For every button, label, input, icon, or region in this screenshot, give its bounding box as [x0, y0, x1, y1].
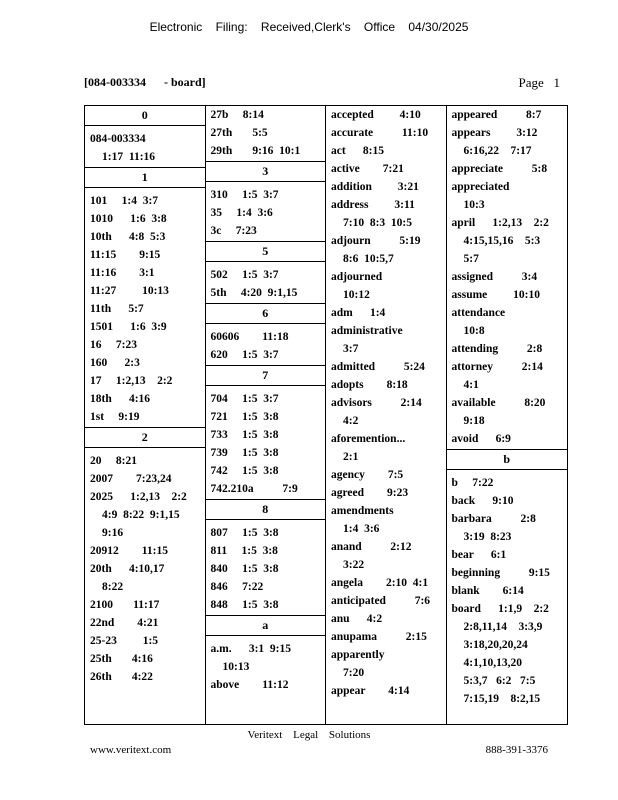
section-heading: 5 — [206, 241, 326, 262]
index-entry-continuation: 6:16,22 7:17 — [463, 145, 532, 157]
index-entry: aforemention... — [331, 433, 406, 445]
index-entry-continuation: 3:19 8:23 — [463, 531, 512, 543]
index-entry: 733 1:5 3:8 — [210, 429, 279, 441]
index-entry-continuation: 1:17 11:16 — [102, 151, 156, 163]
case-suffix: - board] — [146, 75, 206, 89]
index-entry: 1501 1:6 3:9 — [90, 321, 167, 333]
index-entry-continuation: 4:9 8:22 9:1,15 — [102, 509, 180, 521]
index-entry: 25-23 1:5 — [90, 635, 159, 647]
section-heading: 1 — [85, 167, 205, 188]
index-entry-continuation: 8:22 — [102, 581, 124, 593]
index-entry: 1010 1:6 3:8 — [90, 213, 167, 225]
case-header — [84, 75, 206, 90]
index-entry: assume 10:10 — [451, 289, 540, 301]
index-entry: 846 7:22 — [210, 581, 264, 593]
index-entry: 807 1:5 3:8 — [210, 527, 279, 539]
index-entry-continuation: 2:1 — [343, 451, 359, 463]
index-entry: 27b 8:14 — [210, 109, 264, 121]
index-entry: appeared 8:7 — [451, 109, 542, 121]
footer-company: Veritext Legal Solutions — [247, 729, 371, 741]
index-entry: appreciate 5:8 — [451, 163, 548, 175]
index-entry: appears 3:12 — [451, 127, 538, 139]
index-entry: bear 6:1 — [451, 549, 507, 561]
index-entry: 310 1:5 3:7 — [210, 189, 279, 201]
index-entry-continuation: 2:8,11,14 3:3,9 — [463, 621, 543, 633]
index-entry: april 1:2,13 2:2 — [451, 217, 549, 229]
index-entry: 20912 11:15 — [90, 545, 168, 557]
index-entry: appreciated — [451, 181, 510, 193]
index-column-1 — [85, 106, 206, 724]
index-entry: 22nd 4:21 — [90, 617, 159, 629]
index-entry: barbara 2:8 — [451, 513, 536, 525]
section-heading: 2 — [85, 427, 205, 448]
index-entry: 11:15 9:15 — [90, 249, 161, 261]
index-entry: amendments — [331, 505, 394, 517]
index-entry: b 7:22 — [451, 477, 494, 489]
index-entry: 1st 9:19 — [90, 411, 140, 423]
index-entry: above 11:12 — [210, 679, 289, 691]
index-entry: 084-003334 — [90, 133, 146, 145]
index-entry: 11th 5:7 — [90, 303, 144, 315]
index-entry: 2007 7:23,24 — [90, 473, 172, 485]
index-entry: 29th 9:16 10:1 — [210, 145, 301, 157]
section-heading: 3 — [206, 161, 326, 182]
footer-website: www.veritext.com — [90, 744, 172, 756]
index-entry: 25th 4:16 — [90, 653, 153, 665]
index-entry: 35 1:4 3:6 — [210, 207, 273, 219]
index-entry: adjourned — [331, 271, 383, 283]
index-entry: adm 1:4 — [331, 307, 386, 319]
case-number: [084-003334 — [84, 75, 146, 89]
index-entry-continuation: 3:7 — [343, 343, 359, 355]
index-entry: accurate 11:10 — [331, 127, 429, 139]
index-entry: act 8:15 — [331, 145, 385, 157]
index-entry: 2100 11:17 — [90, 599, 160, 611]
index-entry-continuation: 5:3,7 6:2 7:5 — [463, 675, 536, 687]
index-entry-continuation: 10:3 — [463, 199, 485, 211]
section-heading: b — [447, 449, 568, 470]
index-entry: attending 2:8 — [451, 343, 543, 355]
index-entry: 502 1:5 3:7 — [210, 269, 279, 281]
index-entry-continuation: 7:10 8:3 10:5 — [343, 217, 412, 229]
index-entry-continuation: 4:1,10,13,20 — [463, 657, 522, 669]
index-entry: anand 2:12 — [331, 541, 412, 553]
index-entry: 18th 4:16 — [90, 393, 151, 405]
page-indicator — [518, 75, 560, 91]
section-heading: 8 — [206, 499, 326, 520]
index-entry-continuation: 9:16 — [102, 527, 124, 539]
index-entry: attendance — [451, 307, 506, 319]
index-entry: agreed 9:23 — [331, 487, 409, 499]
index-entry: agency 7:5 — [331, 469, 404, 481]
index-entry-continuation: 1:4 3:6 — [343, 523, 380, 535]
index-entry: beginning 9:15 — [451, 567, 550, 579]
index-entry-continuation: 4:2 — [343, 415, 359, 427]
index-entry: 20th 4:10,17 — [90, 563, 165, 575]
index-entry: 16 7:23 — [90, 339, 137, 351]
index-entry: 101 1:4 3:7 — [90, 195, 159, 207]
index-entry-continuation: 3:22 — [343, 559, 365, 571]
index-entry: 848 1:5 3:8 — [210, 599, 279, 611]
index-entry-continuation: 7:15,19 8:2,15 — [463, 693, 541, 705]
index-column-4 — [447, 106, 568, 724]
index-entry: 11:27 10:13 — [90, 285, 169, 297]
section-heading: a — [206, 615, 326, 636]
index-entry: anu 4:2 — [331, 613, 383, 625]
index-entry: adjourn 5:19 — [331, 235, 421, 247]
index-entry: advisors 2:14 — [331, 397, 422, 409]
index-entry: 27th 5:5 — [210, 127, 268, 139]
index-entry: 739 1:5 3:8 — [210, 447, 279, 459]
page-label: Page — [518, 75, 544, 90]
index-entry: 704 1:5 3:7 — [210, 393, 279, 405]
index-column-3 — [326, 106, 447, 724]
index-entry: 742 1:5 3:8 — [210, 465, 279, 477]
index-entry: 840 1:5 3:8 — [210, 563, 279, 575]
index-entry: addition 3:21 — [331, 181, 419, 193]
index-entry: 20 8:21 — [90, 455, 137, 467]
index-column-2 — [206, 106, 327, 724]
index-entry: admitted 5:24 — [331, 361, 425, 373]
index-entry: 26th 4:22 — [90, 671, 153, 683]
index-entry: 160 2:3 — [90, 357, 140, 369]
index-entry: 11:16 3:1 — [90, 267, 155, 279]
index-entry-continuation: 7:20 — [343, 667, 365, 679]
index-entry: anupama 2:15 — [331, 631, 427, 643]
index-entry: address 3:11 — [331, 199, 415, 211]
index-entry: back 9:10 — [451, 495, 514, 507]
index-entry-continuation: 4:15,15,16 5:3 — [463, 235, 541, 247]
index-entry: apparently — [331, 649, 385, 661]
index-entry: adopts 8:18 — [331, 379, 408, 391]
index-entry: 3c 7:23 — [210, 225, 257, 237]
index-entry: available 8:20 — [451, 397, 546, 409]
index-entry: 721 1:5 3:8 — [210, 411, 279, 423]
index-entry: 5th 4:20 9:1,15 — [210, 287, 298, 299]
index-entry: 2025 1:2,13 2:2 — [90, 491, 187, 503]
filing-stamp: Electronic Filing: Received,Clerk's Office 04/30/2025 — [149, 20, 469, 34]
index-entry-continuation: 10:12 — [343, 289, 370, 301]
index-entry-continuation: 9:18 — [463, 415, 485, 427]
section-heading: 7 — [206, 365, 326, 386]
index-entry: angela 2:10 4:1 — [331, 577, 429, 589]
index-entry: blank 6:14 — [451, 585, 524, 597]
index-entry: 742.210a 7:9 — [210, 483, 298, 495]
page-number: 1 — [553, 75, 560, 90]
index-entry-continuation: 3:18,20,20,24 — [463, 639, 528, 651]
index-entry-continuation: 8:6 10:5,7 — [343, 253, 394, 265]
index-entry: accepted 4:10 — [331, 109, 421, 121]
index-entry: 17 1:2,13 2:2 — [90, 375, 173, 387]
section-heading: 0 — [85, 106, 205, 126]
index-entry: 60606 11:18 — [210, 331, 289, 343]
index-entry: 811 1:5 3:8 — [210, 545, 278, 557]
index-entry: board 1:1,9 2:2 — [451, 603, 549, 615]
word-index-grid — [84, 105, 568, 725]
index-entry: appear 4:14 — [331, 685, 410, 697]
index-entry-continuation: 10:8 — [463, 325, 485, 337]
index-entry: attorney 2:14 — [451, 361, 543, 373]
index-entry: 10th 4:8 5:3 — [90, 231, 166, 243]
index-entry: administrative — [331, 325, 403, 337]
index-entry: anticipated 7:6 — [331, 595, 431, 607]
index-entry: assigned 3:4 — [451, 271, 538, 283]
footer-phone: 888-391-3376 — [485, 744, 548, 756]
index-entry-continuation: 4:1 — [463, 379, 479, 391]
index-entry: avoid 6:9 — [451, 433, 511, 445]
index-entry-continuation: 10:13 — [222, 661, 250, 673]
index-entry: active 7:21 — [331, 163, 404, 175]
section-heading: 6 — [206, 303, 326, 324]
index-entry-continuation: 5:7 — [463, 253, 479, 265]
index-entry: 620 1:5 3:7 — [210, 349, 279, 361]
index-entry: a.m. 3:1 9:15 — [210, 643, 291, 655]
